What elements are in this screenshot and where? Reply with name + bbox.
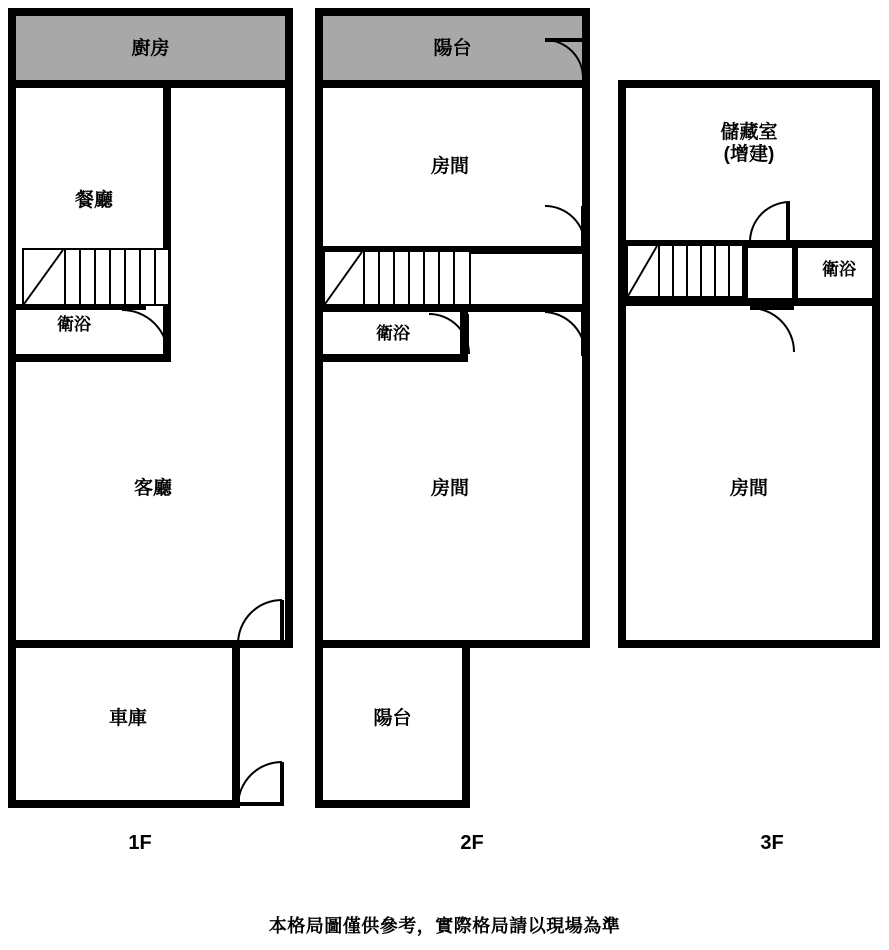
room-label-storage-line1: 儲藏室 — [720, 122, 778, 143]
stairs-2f — [323, 250, 471, 306]
room-label-bedroom-lower-2f: 房間 — [430, 478, 469, 499]
room-label-bathroom-2f: 衛浴 — [376, 324, 410, 343]
door-bedroom-lower-2f — [543, 310, 587, 358]
floor-label-1f: 1F — [128, 832, 152, 854]
wall-lower-divider-3f — [626, 298, 880, 306]
room-label-bathroom-1f: 衛浴 — [57, 315, 91, 334]
floor-plan-3f — [618, 80, 880, 648]
door-living-1f — [236, 598, 284, 646]
door-bathroom-1f — [120, 308, 170, 358]
stairs-3f — [626, 244, 744, 298]
room-label-bedroom-upper-2f: 房間 — [430, 156, 469, 177]
room-label-bathroom-3f: 衛浴 — [822, 260, 856, 279]
room-label-living-1f: 客廳 — [133, 478, 172, 499]
door-bedroom-3f — [748, 306, 796, 354]
floor-label-2f: 2F — [460, 832, 484, 854]
floor-1f-body — [8, 80, 293, 648]
room-label-balcony-bottom-2f: 陽台 — [373, 708, 412, 729]
room-label-dining-1f: 餐廳 — [74, 190, 113, 211]
floor-plan-1f — [8, 8, 293, 808]
door-storage-3f — [748, 200, 792, 244]
stairs-1f — [22, 248, 170, 306]
room-label-kitchen-1f: 廚房 — [131, 38, 170, 59]
disclaimer-note: 本格局圖僅供參考，實際格局請以現場為準 — [268, 916, 621, 936]
room-label-garage-1f: 車庫 — [108, 708, 147, 729]
room-label-storage-3f — [674, 122, 824, 167]
wall-bath-partition-3f — [792, 248, 798, 298]
floor-label-3f: 3F — [760, 832, 784, 854]
door-garage-1f — [236, 760, 284, 808]
floor-plan-2f — [315, 8, 590, 808]
room-label-storage-line2: (增建) — [723, 144, 775, 166]
room-label-balcony-top-2f: 陽台 — [433, 38, 472, 59]
door-bedroom-upper-2f — [543, 204, 587, 248]
room-label-bedroom-3f: 房間 — [729, 478, 768, 499]
